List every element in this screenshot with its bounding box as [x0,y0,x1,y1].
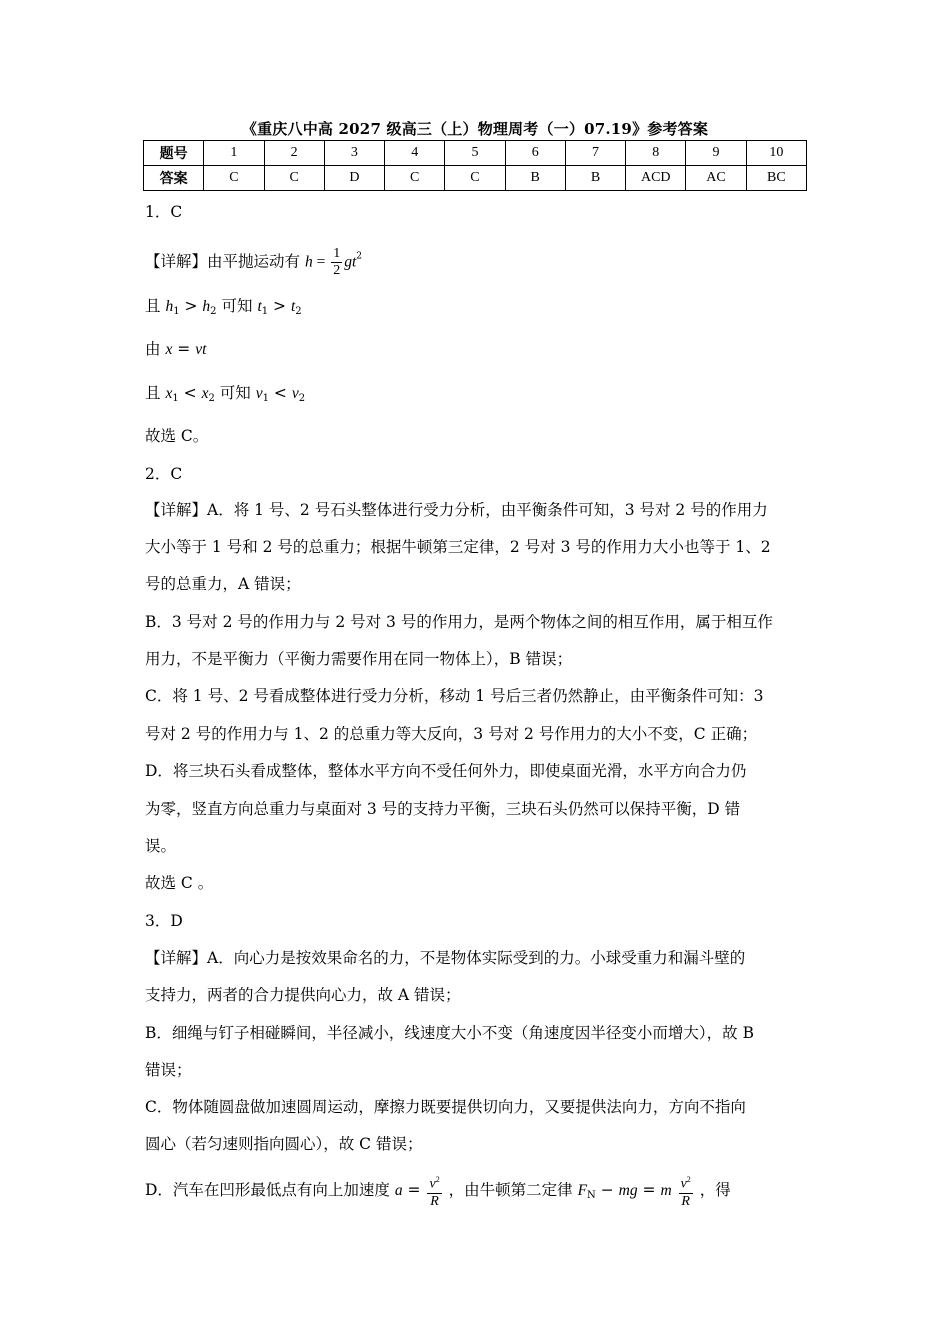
page-title: 《重庆八中高 2027 级高三（上）物理周考（一）07.19》参考答案 [241,120,709,138]
q1-line-4: 且 $x_1 < x_2$ 可知 $v_1 < v_2$ [145,384,306,404]
table-row-answers [144,166,807,191]
row-label-answer: 答案 [144,166,204,191]
table-cell: 3 [324,141,384,166]
q2-line: 大小等于 1 号和 2 号的总重力；根据牛顿第三定律，2 号对 3 号的作用力大小也等于 1、2 [145,538,771,556]
table-cell: C [204,166,264,191]
q2-line: C．将 1 号、2 号看成整体进行受力分析，移动 1 号后三者仍然静止，由平衡条件可知：3 [145,687,764,705]
q3-text: ，得 [699,1180,731,1199]
q2-conclusion: 故选 C 。 [145,874,214,892]
q3-text: ，由牛顿第二定律 [448,1180,573,1199]
table-cell: C [445,166,505,191]
table-cell: 7 [565,141,625,166]
answer-table [143,140,807,191]
table-cell: B [505,166,565,191]
table-cell: B [565,166,625,191]
table-cell: 4 [385,141,445,166]
table-cell: D [324,166,384,191]
q2-line: D．将三块石头看成整体，整体水平方向不受任何外力，即使桌面光滑，水平方向合力仍 [145,762,747,780]
table-cell: AC [686,166,746,191]
q3-last-line: D．汽车在凹形最低点有向上加速度 a = $\frac{v^2}{R}$ ，由牛顿第二定律 $F_N$ − mg = m $\frac{v^2}{R}$ ，得 [145,1172,731,1210]
q2-line: 用力，不是平衡力（平衡力需要作用在同一物体上），B 错误； [145,650,573,668]
q1-text: 可知 [219,384,251,402]
q2-line: 号对 2 号的作用力与 1、2 的总重力等大反向，3 号对 2 号作用力的大小不变，C 正确； [145,725,758,743]
fraction-v2-over-r: $\frac{v^2}{R}$ [427,1172,441,1210]
table-cell: 5 [445,141,505,166]
table-cell: 6 [505,141,565,166]
q1-detail-prefix: 【详解】由平抛运动有 [145,252,301,271]
fraction-v2-over-r: $\frac{v^2}{R}$ [679,1172,693,1210]
table-row-numbers [144,141,807,166]
q3-line: B．细绳与钉子相碰瞬间，半径减小，线速度大小不变（角速度因半径变小而增大），故 B [145,1024,754,1042]
q2-line: 为零，竖直方向总重力与桌面对 3 号的支持力平衡，三块石头仍然可以保持平衡，D 错 [145,800,741,818]
q1-line-3: 由 x = vt [145,340,207,358]
q3-line: 错误； [145,1061,192,1079]
q1-text: 可知 [221,297,253,315]
table-cell: C [264,166,324,191]
formula-h: h [304,253,313,271]
table-cell: 10 [746,141,806,166]
q2-line: 【详解】A．将 1 号、2 号石头整体进行受力分析，由平衡条件可知，3 号对 2 号的作用力 [145,501,768,519]
q1-text: 且 [145,384,161,402]
row-label-number: 题号 [144,141,204,166]
table-cell: C [385,166,445,191]
q3-line: 圆心（若匀速则指向圆心），故 C 错误； [145,1135,423,1153]
q3-heading: 3．D [145,912,183,930]
q3-text: D．汽车在凹形最低点有向上加速度 [145,1180,390,1199]
q2-heading: 2．C [145,465,183,483]
q1-heading: 1．C [145,203,183,221]
table-cell: 9 [686,141,746,166]
table-cell: 2 [264,141,324,166]
q2-line: B．3 号对 2 号的作用力与 2 号对 3 号的作用力，是两个物体之间的相互作用，属于相互作 [145,613,773,631]
q3-line: C．物体随圆盘做加速圆周运动，摩擦力既要提供切向力，又要提供法向力，方向不指向 [145,1098,746,1116]
q1-conclusion: 故选 C。 [145,427,209,445]
fraction-one-half: $\frac{1}{2}$ [333,246,341,278]
table-cell: 8 [626,141,686,166]
q1-detail-line: 【详解】由平抛运动有 h = $\frac{1}{2}$ $gt^2$ [145,246,362,278]
q1-line-2: 且 $h_1 > h_2$ 可知 $t_1 > t_2$ [145,297,302,317]
q3-line: 【详解】A．向心力是按效果命名的力，不是物体实际受到的力。小球受重力和漏斗壁的 [145,949,746,967]
q1-text: 由 [145,340,161,358]
table-cell: ACD [626,166,686,191]
q3-line: 支持力，两者的合力提供向心力，故 A 错误； [145,986,461,1004]
q2-line: 号的总重力，A 错误； [145,575,301,593]
table-cell: 1 [204,141,264,166]
table-cell: BC [746,166,806,191]
q1-text: 且 [145,297,161,315]
q2-line: 误。 [145,837,177,855]
